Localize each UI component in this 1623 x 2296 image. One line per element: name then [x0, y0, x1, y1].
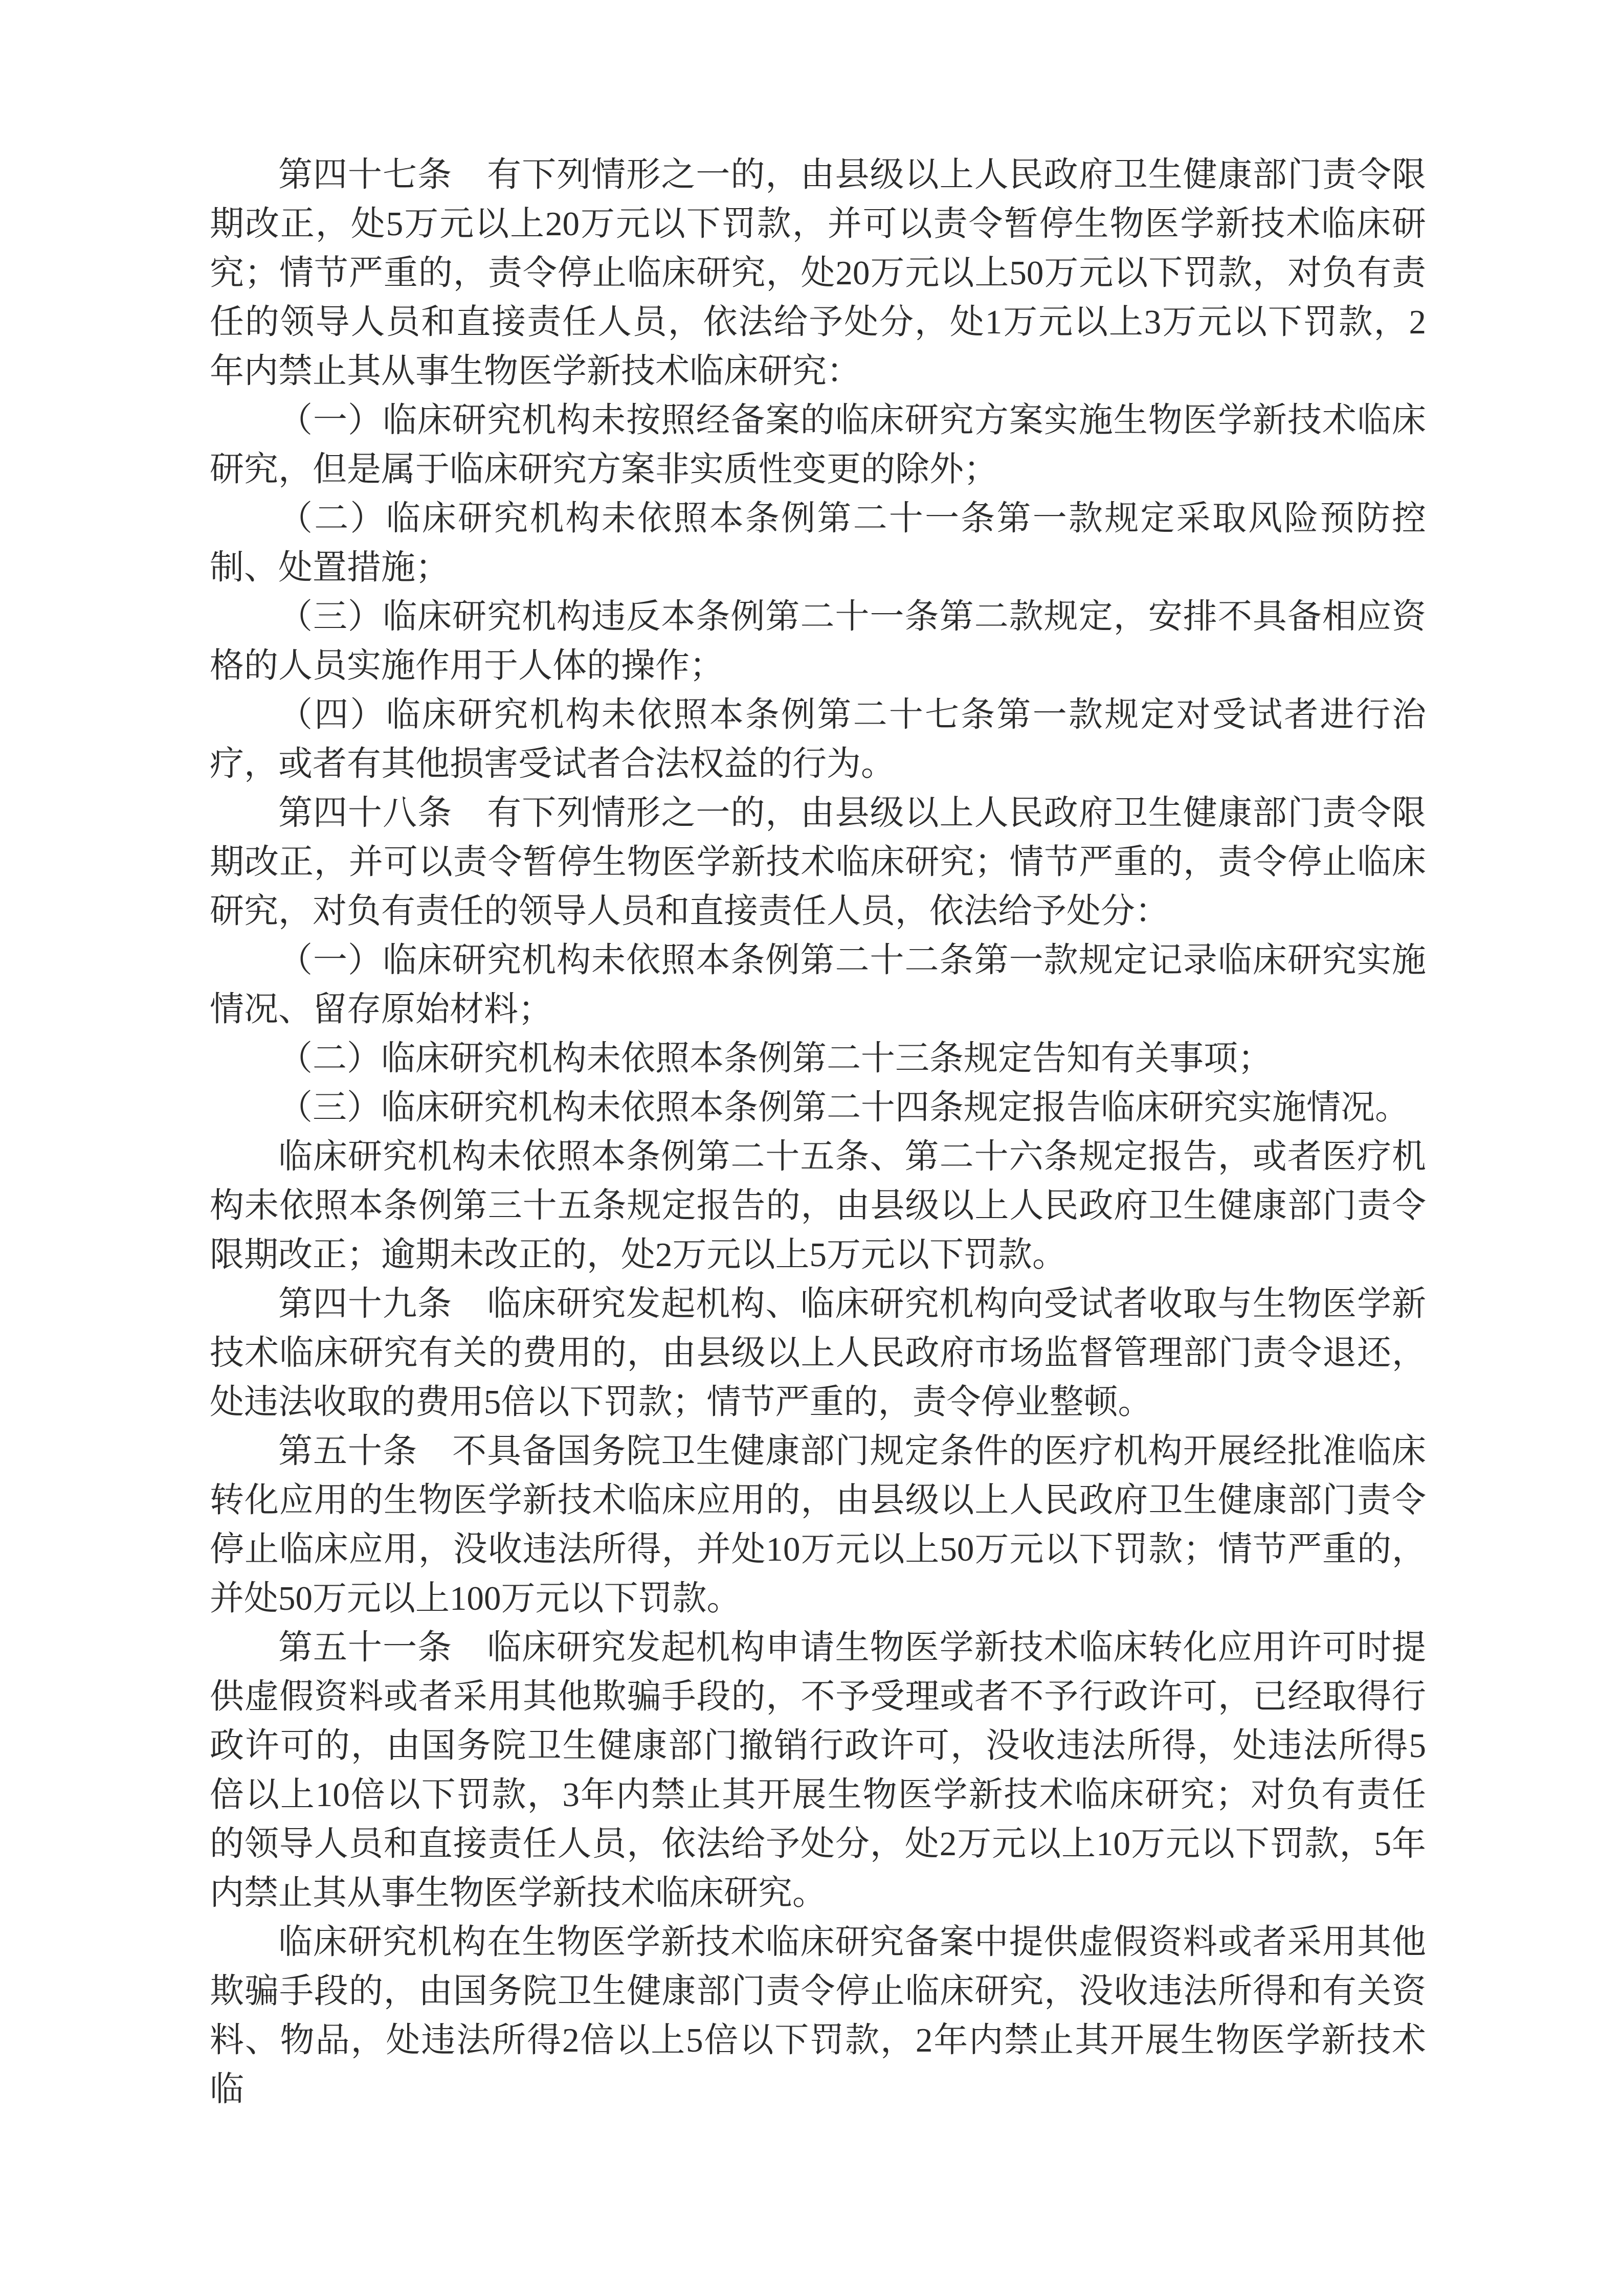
- document-text-block: [210, 150, 1426, 2114]
- paragraph-article-47-item-2: （二）临床研究机构未依照本条例第二十一条第一款规定采取风险预防控制、处置措施；: [210, 500, 1426, 587]
- paragraph-article-47-item-4: （四）临床研究机构未依照本条例第二十七条第一款规定对受试者进行治疗，或者有其他损害受试者合法权益的行为。: [210, 696, 1426, 783]
- paragraph-article-48-item-1: （一）临床研究机构未依照本条例第二十二条第一款规定记录临床研究实施情况、留存原始材料；: [210, 941, 1426, 1028]
- paragraph-article-47: 第四十七条 有下列情形之一的，由县级以上人民政府卫生健康部门责令限期改正，处5万元以上20万元以下罚款，并可以责令暂停生物医学新技术临床研究；情节严重的，责令停止临床研究，处20万元以上50万元以下罚款，对负有责任的领导人员和直接责任人员，依法给予处分，处1万元以上3万元以下罚款，2年内禁止其从事生物医学新技术临床研究：: [210, 156, 1426, 390]
- paragraph-article-47-item-3: （三）临床研究机构违反本条例第二十一条第二款规定，安排不具备相应资格的人员实施作用于人体的操作；: [210, 598, 1426, 685]
- paragraph-article-48-item-3: （三）临床研究机构未依照本条例第二十四条规定报告临床研究实施情况。: [278, 1089, 1409, 1127]
- paragraph-article-48: 第四十八条 有下列情形之一的，由县级以上人民政府卫生健康部门责令限期改正，并可以责令暂停生物医学新技术临床研究；情节严重的，责令停止临床研究，对负有责任的领导人员和直接责任人员，依法给予处分：: [210, 794, 1426, 930]
- paragraph-article-50: 第五十条 不具备国务院卫生健康部门规定条件的医疗机构开展经批准临床转化应用的生物医学新技术临床应用的，由县级以上人民政府卫生健康部门责令停止临床应用，没收违法所得，并处10万元以上50万元以下罚款；情节严重的，并处50万元以上100万元以下罚款。: [210, 1432, 1426, 1617]
- paragraph-article-48-clause-2: 临床研究机构未依照本条例第二十五条、第二十六条规定报告，或者医疗机构未依照本条例第三十五条规定报告的，由县级以上人民政府卫生健康部门责令限期改正；逾期未改正的，处2万元以上5万元以下罚款。: [210, 1138, 1426, 1274]
- paragraph-article-51: 第五十一条 临床研究发起机构申请生物医学新技术临床转化应用许可时提供虚假资料或者采用其他欺骗手段的，不予受理或者不予行政许可，已经取得行政许可的，由国务院卫生健康部门撤销行政许可，没收违法所得，处违法所得5倍以上10倍以下罚款，3年内禁止其开展生物医学新技术临床研究；对负有责任的领导人员和直接责任人员，依法给予处分，处2万元以上10万元以下罚款，5年内禁止其从事生物医学新技术临床研究。: [210, 1629, 1426, 1912]
- paragraph-article-49: 第四十九条 临床研究发起机构、临床研究机构向受试者收取与生物医学新技术临床研究有关的费用的，由县级以上人民政府市场监督管理部门责令退还，处违法收取的费用5倍以下罚款；情节严重的，责令停业整顿。: [210, 1285, 1426, 1421]
- paragraph-article-48-item-2: （二）临床研究机构未依照本条例第二十三条规定告知有关事项；: [278, 1040, 1272, 1077]
- paragraph-article-51-clause-2: 临床研究机构在生物医学新技术临床研究备案中提供虚假资料或者采用其他欺骗手段的，由国务院卫生健康部门责令停止临床研究，没收违法所得和有关资料、物品，处违法所得2倍以上5倍以下罚款，2年内禁止其开展生物医学新技术临: [210, 1923, 1426, 2108]
- paragraph-article-47-item-1: （一）临床研究机构未按照经备案的临床研究方案实施生物医学新技术临床研究，但是属于临床研究方案非实质性变更的除外；: [210, 401, 1426, 488]
